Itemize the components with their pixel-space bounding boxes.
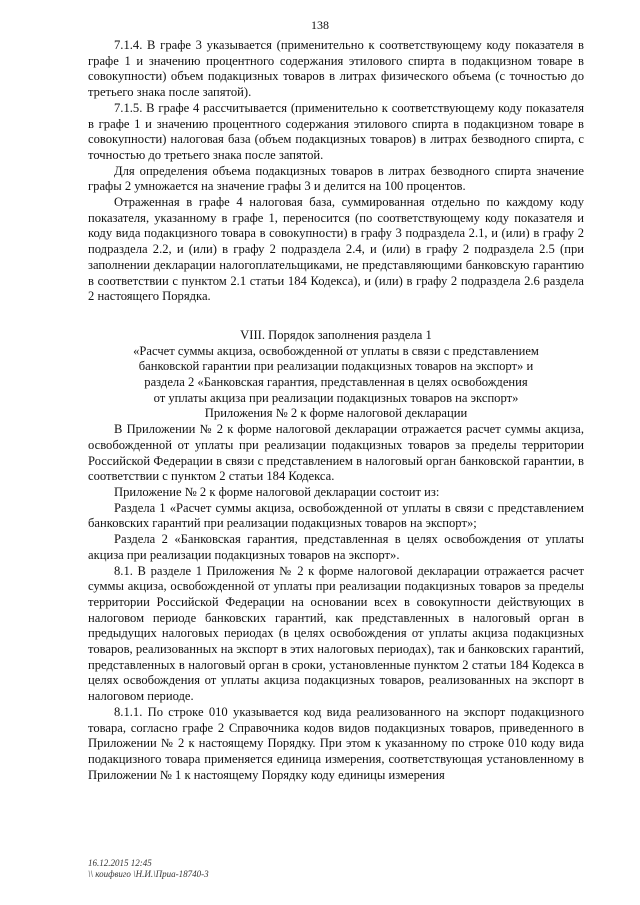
paragraph-tax-base-transfer: Отраженная в графе 4 налоговая база, суммированная отдельно по каждому коду показателя, указанному в графе 1, переносится (по соответствующему коду показателя и коду вида подакцизного товара в совокупности) в графу 3 подраздела 2.1, и (или) в графу 2 подраздела 2.2, и (или) в графу 2 подраздела 2.4, и (или) в графу 2 подраздела 2.5 (при заполнении декларации налогоплательщиками, не представляющими банковскую гарантию в соответствии с пунктом 2.1 статьи 184 Кодекса), и (или) в графу 2 подраздела 2.6 раздела 2 настоящего Порядка.	[88, 195, 584, 304]
paragraph-section-1: Раздела 1 «Расчет суммы акциза, освобожденной от уплаты в связи с представлением банковских гарантий при реализации подакцизных товаров на экспорт»;	[88, 500, 584, 531]
section-heading	[88, 328, 584, 422]
footer-file-path: \\ коифвиго \Н.И.\Приа-18740-3	[88, 869, 209, 879]
heading-line: от уплаты акциза при реализации подакцизных товаров на экспорт»	[153, 390, 519, 405]
paragraph-7-1-4: 7.1.4. В графе 3 указывается (применительно к соответствующему коду показателя в графе 1 и значению процентного содержания этилового спирта в подакцизном товаре в совокупности) объем подакцизных товаров в литрах физического объема (с точностью до третьего знака после запятой).	[88, 38, 584, 100]
paragraph-appendix-2-intro: В Приложении № 2 к форме налоговой декларации отражается расчет суммы акциза, освобожденной от уплаты при реализации подакцизных товаров за пределы территории Российской Федерации в связи с представлением в налоговый орган банковской гарантии, в соответствии с пунктом 2 статьи 184 Кодекса.	[88, 422, 584, 484]
heading-line: VIII. Порядок заполнения раздела 1	[240, 327, 432, 342]
footer-timestamp: 16.12.2015 12:45	[88, 858, 152, 868]
heading-line: «Расчет суммы акциза, освобожденной от уплаты в связи с представлением	[133, 343, 539, 358]
page-footer	[88, 858, 209, 880]
page-number: 138	[311, 18, 329, 32]
paragraph-8-1: 8.1. В разделе 1 Приложения № 2 к форме налоговой декларации отражается расчет суммы акциза, освобожденной от уплаты при реализации подакцизных товаров за пределы территории Российской Федерации на основании всех в совокупности действующих в налоговом периоде банковских гарантий, как представленных в налоговый орган в предыдущих налоговых периодах (в целях освобождения от уплаты акциза подакцизных товаров, реализованных на экспорт в этих налоговых периодах), так и банковских гарантий, представленных в налоговый орган в сроки, установленные пунктом 2 статьи 184 Кодекса в целях освобождения от уплаты акциза подакцизных товаров, реализованных на экспорт в налоговом периоде.	[88, 563, 584, 704]
paragraph-7-1-5: 7.1.5. В графе 4 рассчитывается (применительно к соответствующему коду показателя в графе 1 и значению процентного содержания этилового спирта в подакцизном товаре в совокупности) налоговая база (объем подакцизных товаров) в литрах безводного спирта, с точностью до третьего знака после запятой.	[88, 100, 584, 162]
paragraph-section-2: Раздела 2 «Банковская гарантия, представленная в целях освобождения от уплаты акциза при реализации подакцизных товаров на экспорт».	[88, 532, 584, 562]
page-body	[88, 38, 584, 783]
heading-line: раздела 2 «Банковская гарантия, представленная в целях освобождения	[144, 375, 528, 390]
heading-line: Приложения № 2 к форме налоговой декларации	[204, 406, 468, 421]
heading-line: банковской гарантии при реализации подакцизных товаров на экспорт» и	[138, 359, 534, 374]
paragraph-volume-calculation: Для определения объема подакцизных товаров в литрах безводного спирта значение графы 2 умножается на значение графы 3 и делится на 100 процентов.	[88, 163, 584, 194]
section-spacer	[88, 305, 584, 328]
paragraph-8-1-1: 8.1.1. По строке 010 указывается код вида реализованного на экспорт подакцизного товара, согласно графе 2 Справочника кодов видов подакцизных товаров, приведенного в Приложении № 2 к настоящему Порядку. При этом к указанному по строке 010 коду вида подакцизного товара применяется единица измерения, соответствующая установленному в Приложении № 1 к настоящему Порядку коду единицы измерения	[88, 704, 584, 782]
paragraph-appendix-2-composition: Приложение № 2 к форме налоговой декларации состоит из:	[114, 484, 440, 499]
